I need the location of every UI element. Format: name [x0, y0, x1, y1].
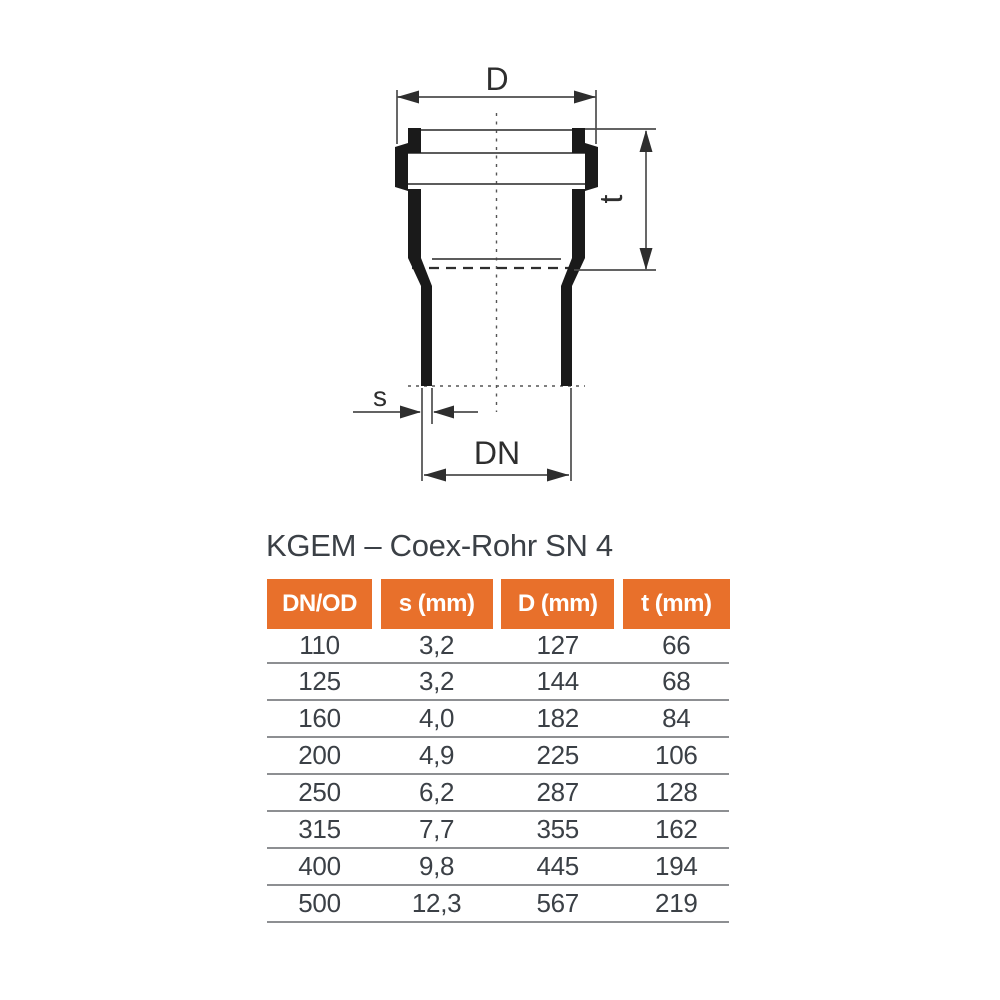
right-taper-wall [561, 258, 585, 286]
cell-dn-od: 315 [298, 814, 341, 844]
cell-dn-od: 125 [298, 666, 341, 696]
construction-lines [408, 113, 585, 412]
dimension-DN [424, 388, 571, 482]
cell-d: 445 [536, 851, 579, 881]
cell-s: 4,0 [418, 703, 455, 733]
table-row [267, 849, 729, 886]
cell-s: 4,9 [418, 740, 455, 770]
column-header-t-mm: t (mm) [623, 579, 730, 629]
cell-s: 7,7 [418, 814, 455, 844]
table-row [267, 629, 729, 664]
dimension-table-section [266, 528, 729, 923]
column-header-dn-od: DN/OD [267, 579, 372, 629]
cell-dn-od: 160 [298, 703, 341, 733]
table-row [267, 775, 729, 812]
right-pipe-wall [561, 286, 572, 386]
cell-t: 106 [655, 740, 698, 770]
arrowhead-s-right-icon [433, 406, 454, 419]
right-gasket-bulge [585, 143, 598, 191]
cell-s: 3,2 [418, 630, 455, 660]
cell-d: 182 [536, 703, 579, 733]
right-rim-wall [572, 128, 585, 153]
dimension-D-label: D [485, 61, 509, 97]
table-row [267, 738, 729, 775]
cell-t: 219 [655, 888, 698, 918]
left-pipe-wall [421, 286, 432, 386]
cell-d: 287 [536, 777, 579, 807]
cell-s: 9,8 [418, 851, 455, 881]
arrowhead-t-top-icon [640, 130, 653, 152]
table-row [267, 886, 729, 923]
table-header-row [267, 579, 729, 629]
cell-dn-od: 400 [298, 851, 341, 881]
cell-dn-od: 110 [299, 630, 340, 660]
cell-s: 6,2 [418, 777, 455, 807]
cell-t: 194 [655, 851, 698, 881]
cell-dn-od: 500 [298, 888, 341, 918]
left-gasket-bulge [395, 143, 408, 191]
table-row [267, 701, 729, 738]
left-taper-wall [408, 258, 432, 286]
table-row [267, 664, 729, 701]
cell-d: 127 [536, 630, 579, 660]
dimension-DN-label: DN [473, 435, 521, 471]
left-rim-wall [408, 128, 421, 153]
dimension-s [353, 381, 478, 481]
table-title: KGEM – Coex-Rohr SN 4 [266, 528, 613, 563]
cell-s: 3,2 [418, 666, 455, 696]
cell-dn-od: 250 [298, 777, 341, 807]
right-socket-wall [572, 189, 585, 258]
column-header-s-mm: s (mm) [381, 579, 493, 629]
dimension-t-label: t [593, 194, 629, 204]
left-socket-wall [408, 189, 421, 258]
cell-d: 355 [536, 814, 579, 844]
table-row [267, 812, 729, 849]
cell-d: 225 [536, 740, 579, 770]
arrowhead-DN-right-icon [547, 469, 569, 482]
cell-d: 567 [536, 888, 579, 918]
arrowhead-D-right-icon [574, 91, 596, 104]
arrowhead-s-left-icon [400, 406, 421, 419]
column-header-d-mm: D (mm) [501, 579, 614, 629]
arrowhead-D-left-icon [397, 91, 419, 104]
cell-t: 66 [662, 630, 691, 660]
cell-dn-od: 200 [298, 740, 341, 770]
cell-t: 68 [662, 666, 691, 696]
cell-d: 144 [536, 666, 579, 696]
cell-t: 84 [662, 703, 691, 733]
cell-t: 128 [655, 777, 698, 807]
arrowhead-t-bottom-icon [640, 248, 653, 270]
cell-s: 12,3 [411, 888, 462, 918]
table-body [267, 629, 729, 923]
arrowhead-DN-left-icon [424, 469, 446, 482]
cell-t: 162 [655, 814, 698, 844]
dimension-s-label: s [373, 381, 387, 412]
